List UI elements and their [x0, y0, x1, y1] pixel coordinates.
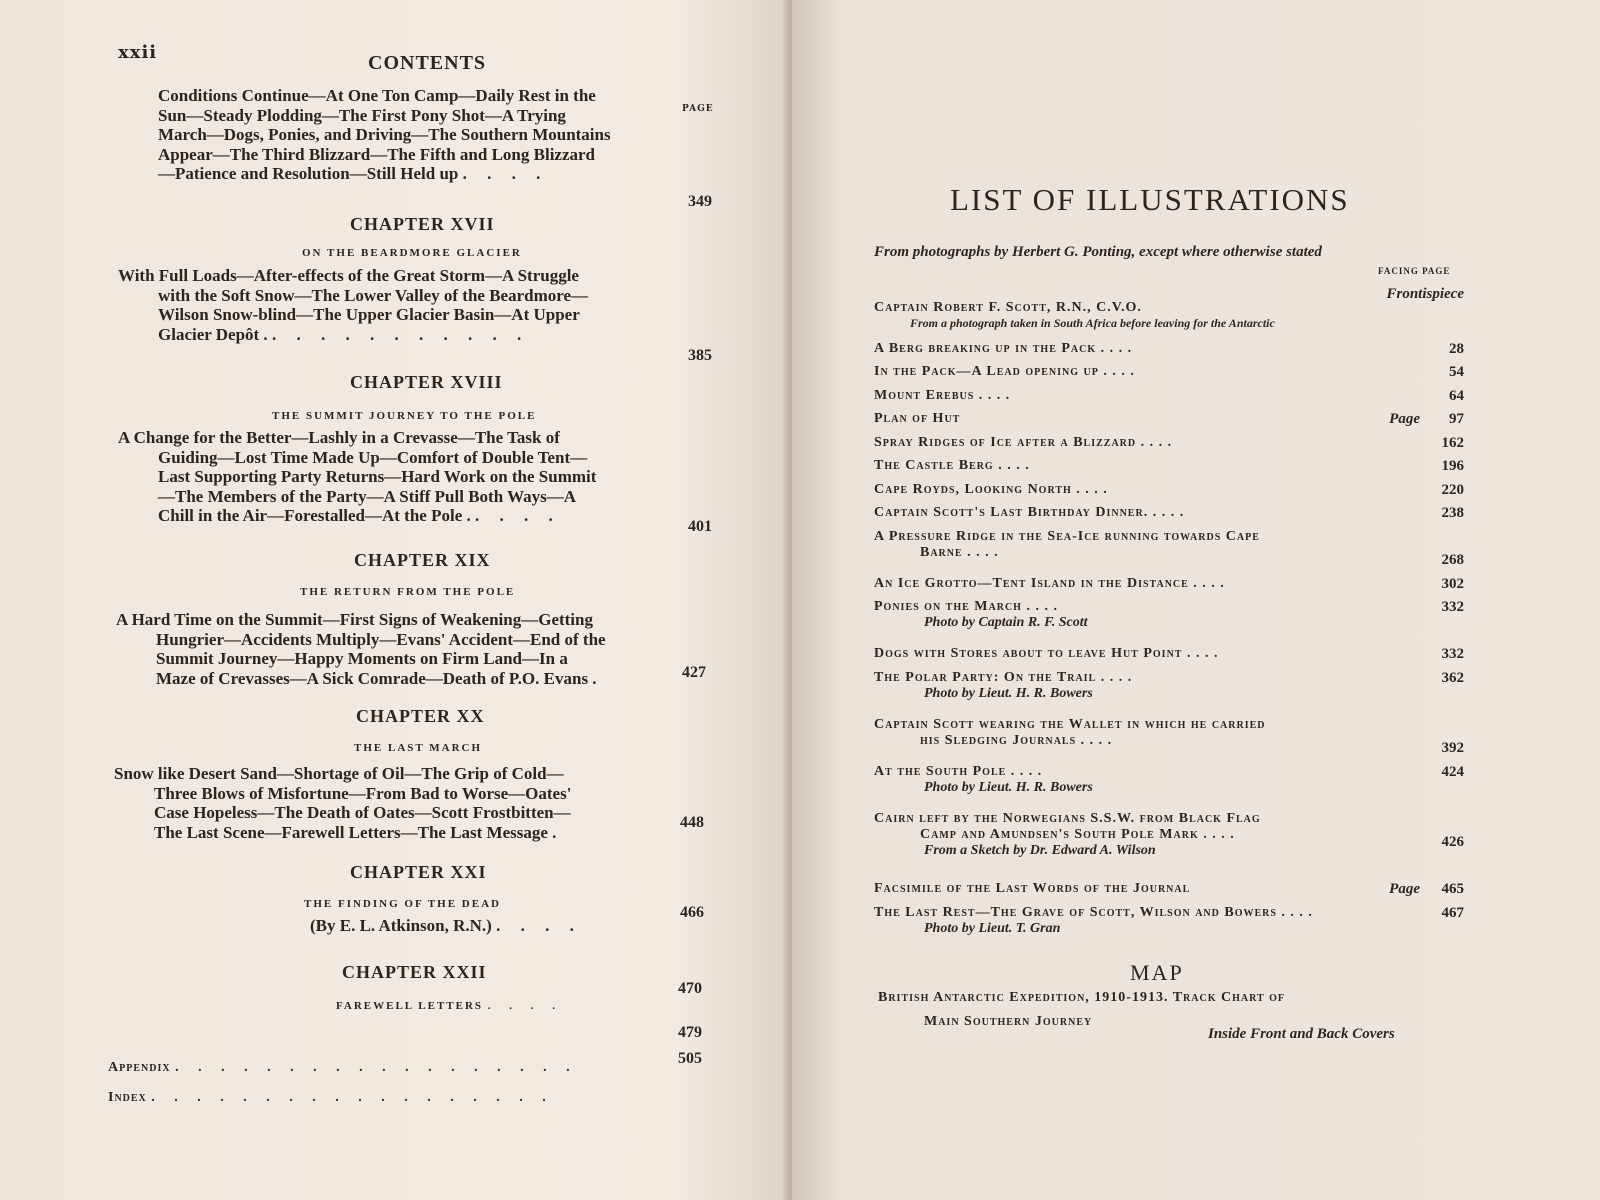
illustration-page: 54	[1449, 364, 1464, 380]
page-prefix-label: Page	[1389, 881, 1420, 897]
illustration-item	[874, 411, 1464, 427]
illustration-caption: Dogs with Stores about to leave Hut Point . . . .	[874, 646, 1219, 661]
map-title: MAP	[1130, 960, 1184, 985]
illustration-item	[874, 458, 1464, 474]
entry-line: Glacier Depôt . . . . . . . . . . . .	[158, 324, 530, 344]
illustration-caption: Plan of Hut	[874, 411, 961, 426]
illustration-page: 220	[1441, 481, 1464, 498]
illustration-item	[874, 435, 1464, 451]
illustration-page: 392	[1441, 740, 1464, 756]
illustrations-subtitle: From photographs by Herbert G. Ponting, except where otherwise stated	[874, 244, 1322, 260]
chapter-summary	[116, 610, 676, 688]
illustration-item	[874, 286, 1464, 331]
illustration-item	[874, 364, 1464, 380]
map-entry-line: Main Southern Journey	[924, 1014, 1093, 1029]
illustration-caption: Cape Royds, Looking North . . . .	[874, 481, 1108, 497]
chapter-heading: CHAPTER XX	[356, 706, 485, 726]
illustration-page: 302	[1441, 575, 1464, 592]
illustration-credit: Photo by Lieut. T. Gran	[924, 920, 1061, 936]
entry-line: Sun—Steady Plodding—The First Pony Shot—A Trying	[158, 105, 566, 125]
map-location: Inside Front and Back Covers	[1208, 1026, 1395, 1042]
chapter-subtitle: THE SUMMIT JOURNEY TO THE POLE	[272, 410, 537, 422]
entry-line: March—Dogs, Ponies, and Driving—The Southern Mountains	[158, 125, 611, 144]
illustration-caption: Ponies on the March . . . .	[874, 599, 1058, 614]
illustration-caption: Cairn left by the Norwegians S.S.W. from Black Flag	[874, 810, 1261, 826]
map-entry-line: British Antarctic Expedition, 1910-1913. Track Chart of	[878, 990, 1286, 1005]
illustration-caption: In the Pack—A Lead opening up . . . .	[874, 364, 1135, 379]
entry-page: 470	[678, 980, 702, 997]
illustration-item	[874, 764, 1464, 796]
entry-line: Appear—The Third Blizzard—The Fifth and Long Blizzard	[158, 144, 596, 164]
illustration-page: 162	[1441, 434, 1464, 451]
illustration-item	[874, 599, 1464, 631]
illustration-caption: A Berg breaking up in the Pack . . . .	[874, 340, 1133, 356]
illustration-item	[874, 811, 1464, 859]
illustration-item	[874, 528, 1464, 568]
entry-page: 401	[688, 518, 712, 535]
entry-line: Chill in the Air—Forestalled—At the Pole . . . . .	[158, 506, 561, 525]
entry-line: Hungrier—Accidents Multiply—Evans' Accident—End of the	[156, 629, 606, 649]
illustration-page: Frontispiece	[1386, 286, 1464, 302]
entry-line: Maze of Crevasses—A Sick Comrade—Death of P.O. Evans .	[156, 668, 597, 688]
illustration-caption: Barne . . . .	[920, 544, 999, 560]
chapter-heading: CHAPTER XVIII	[350, 372, 503, 392]
entry-page: 448	[680, 814, 704, 831]
entry-line: A Hard Time on the Summit—First Signs of Weakening—Getting	[116, 610, 593, 629]
chapter-subtitle: ON THE BEARDMORE GLACIER	[302, 247, 522, 259]
index-page: 505	[678, 1050, 702, 1067]
illustration-page: 332	[1441, 646, 1464, 662]
entry-line: Conditions Continue—At One Ton Camp—Daily Rest in the	[158, 86, 596, 105]
illustration-item	[874, 482, 1464, 498]
illustration-caption: Captain Scott wearing the Wallet in which he carried	[874, 716, 1266, 732]
illustration-item	[874, 341, 1464, 357]
entry-line: Last Supporting Party Returns—Hard Work on the Summit	[158, 467, 597, 486]
illustration-item	[874, 576, 1464, 592]
chapter-heading: CHAPTER XVII	[350, 214, 495, 234]
page-prefix-label: Page	[1389, 411, 1420, 427]
illustration-page: 196	[1441, 458, 1464, 474]
illustration-page: 424	[1441, 763, 1464, 780]
illustration-item	[874, 905, 1464, 937]
chapter-heading: CHAPTER XXI	[350, 862, 487, 882]
chapter-subtitle: THE RETURN FROM THE POLE	[300, 586, 516, 598]
chapter-subtitle: FAREWELL LETTERS . . . .	[336, 1000, 564, 1012]
illustration-item	[874, 881, 1464, 897]
illustration-page: 64	[1449, 387, 1464, 404]
entry-line: A Change for the Better—Lashly in a Crevasse—The Task of	[118, 428, 560, 447]
illustration-item	[874, 388, 1464, 404]
entry-line: —Patience and Resolution—Still Held up . . . .	[158, 164, 549, 183]
illustration-page: 268	[1441, 552, 1464, 568]
illustration-caption: At the South Pole . . . .	[874, 763, 1043, 779]
illustration-caption: Mount Erebus . . . .	[874, 387, 1011, 403]
entry-line: Snow like Desert Sand—Shortage of Oil—The Grip of Cold—	[114, 764, 564, 783]
illustrations-title: LIST OF ILLUSTRATIONS	[950, 182, 1350, 217]
entry-line: Three Blows of Misfortune—From Bad to Worse—Oates'	[154, 783, 572, 803]
entry-page: 385	[688, 347, 712, 364]
contents-title: CONTENTS	[368, 52, 487, 74]
illustration-caption: Captain Scott's Last Birthday Dinner. . . . .	[874, 505, 1185, 520]
illustration-caption: The Castle Berg . . . .	[874, 458, 1030, 473]
entry-line: with the Soft Snow—The Lower Valley of the Beardmore—	[158, 285, 589, 305]
illustration-page: 28	[1449, 340, 1464, 357]
entry-line: With Full Loads—After-effects of the Great Storm—A Struggle	[118, 266, 579, 285]
entry-line: Guiding—Lost Time Made Up—Comfort of Double Tent—	[158, 447, 588, 467]
illustration-page: 97	[1449, 411, 1464, 427]
chapter-summary	[310, 916, 670, 936]
illustration-caption: An Ice Grotto—Tent Island in the Distance . . . .	[874, 575, 1225, 591]
page-column-label: PAGE	[682, 104, 714, 114]
entry-page: 427	[682, 664, 706, 681]
illustration-credit: Photo by Lieut. H. R. Bowers	[924, 685, 1093, 701]
illustration-credit: Photo by Lieut. H. R. Bowers	[924, 779, 1093, 795]
chapter-subtitle: THE LAST MARCH	[354, 742, 483, 754]
illustration-page: 426	[1441, 834, 1464, 850]
illustration-page: 332	[1441, 599, 1464, 615]
appendix-page: 479	[678, 1024, 702, 1041]
illustration-page: 238	[1441, 505, 1464, 521]
entry-line: (By E. L. Atkinson, R.N.) . . . .	[310, 916, 582, 935]
left-page	[0, 0, 790, 1200]
entry-page: 466	[680, 904, 704, 921]
illustration-item	[874, 505, 1464, 521]
entry-line: —The Members of the Party—A Stiff Pull Both Ways—A	[158, 486, 577, 506]
illustration-caption: Facsimile of the Last Words of the Journal	[874, 881, 1191, 896]
entry-line: Wilson Snow-blind—The Upper Glacier Basin—At Upper	[158, 305, 580, 324]
contents-entry-continuation	[158, 86, 678, 184]
chapter-heading: CHAPTER XIX	[354, 550, 491, 570]
entry-line: Summit Journey—Happy Moments on Firm Land—In a	[156, 649, 568, 668]
illustration-caption: The Polar Party: On the Trail . . . .	[874, 669, 1133, 685]
illustration-caption: Camp and Amundsen's South Pole Mark . . . .	[920, 826, 1235, 842]
illustration-caption: A Pressure Ridge in the Sea-Ice running towards Cape	[874, 528, 1260, 544]
chapter-summary	[118, 428, 678, 526]
illustration-item	[874, 670, 1464, 702]
entry-page: 349	[688, 193, 712, 210]
illustration-caption: The Last Rest—The Grave of Scott, Wilson and Bowers . . . .	[874, 904, 1313, 920]
illustration-page: 467	[1441, 904, 1464, 921]
entry-line: The Last Scene—Farewell Letters—The Last Message .	[154, 822, 565, 842]
page-number: xxii	[118, 42, 158, 63]
illustration-page: 465	[1441, 881, 1464, 897]
illustration-caption: his Sledging Journals . . . .	[920, 732, 1113, 748]
illustration-caption: Captain Robert F. Scott, R.N., C.V.O.	[874, 300, 1142, 315]
illustration-caption: Spray Ridges of Ice after a Blizzard . . . .	[874, 434, 1173, 450]
index-entry: Index . . . . . . . . . . . . . . . . . .	[108, 1090, 554, 1105]
illustration-item	[874, 716, 1464, 756]
illustration-page: 362	[1441, 669, 1464, 686]
facing-page-label: FACING PAGE	[1378, 266, 1451, 276]
chapter-heading: CHAPTER XXII	[342, 962, 487, 982]
chapter-summary	[114, 764, 674, 842]
chapter-summary	[118, 266, 678, 344]
illustration-credit: From a Sketch by Dr. Edward A. Wilson	[924, 842, 1156, 858]
illustration-item	[874, 646, 1464, 662]
illustration-credit: Photo by Captain R. F. Scott	[924, 615, 1088, 630]
appendix-entry: Appendix . . . . . . . . . . . . . . . . . .	[108, 1060, 578, 1075]
illustration-credit: From a photograph taken in South Africa before leaving for the Antarctic	[910, 316, 1275, 330]
chapter-subtitle: THE FINDING OF THE DEAD	[304, 898, 501, 910]
entry-line: Case Hopeless—The Death of Oates—Scott Frostbitten—	[154, 803, 571, 822]
